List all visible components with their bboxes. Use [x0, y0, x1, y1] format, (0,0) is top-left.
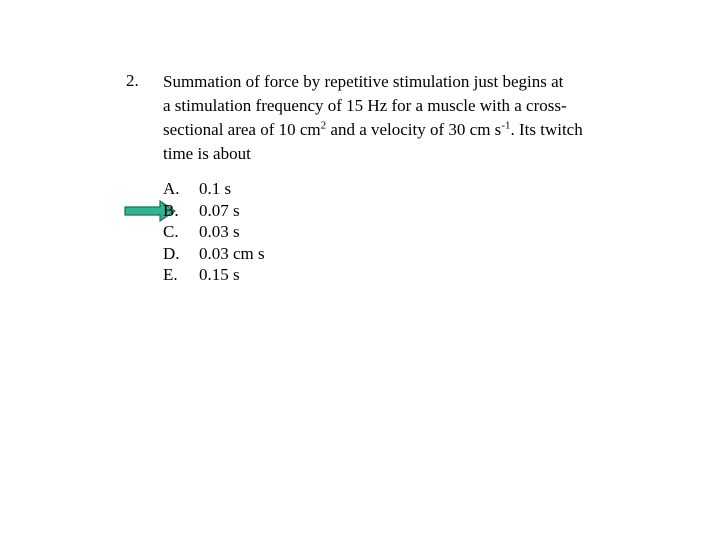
velocity-exponent: -1 — [501, 119, 511, 132]
question-line-3-text-a: sectional area of 10 cm — [163, 120, 321, 139]
option-value: 0.1 s — [199, 179, 232, 198]
option-value: 0.03 cm s — [199, 243, 265, 263]
answer-options — [163, 178, 265, 286]
question-line-1-text: Summation of force by repetitive stimulation just begins at — [163, 72, 564, 91]
option-c[interactable] — [163, 221, 265, 243]
option-letter: B. — [163, 200, 179, 220]
question-line-1 — [163, 70, 633, 94]
option-letter: A. — [163, 179, 180, 198]
question-line-2 — [163, 94, 633, 118]
question-line-3-text-c: . Its twitch — [510, 120, 583, 139]
question-text — [163, 70, 633, 166]
option-value: 0.15 s — [199, 265, 240, 285]
question-line-2-text: a stimulation frequency of 15 Hz for a muscle with a cross- — [163, 96, 567, 115]
option-letter: E. — [163, 265, 178, 285]
option-value: 0.07 s — [199, 200, 240, 220]
question-line-3-text-b: and a velocity of 30 cm s — [326, 120, 502, 139]
area-exponent: 2 — [320, 119, 327, 132]
option-e[interactable] — [163, 264, 265, 286]
option-b[interactable] — [163, 200, 265, 222]
option-letter: C. — [163, 222, 179, 242]
option-value: 0.03 s — [199, 222, 240, 242]
option-d[interactable] — [163, 243, 265, 265]
question-line-4-text: time is about — [163, 144, 251, 163]
question-number: 2. — [126, 71, 139, 90]
question-line-3 — [163, 118, 633, 142]
question-line-4 — [163, 142, 633, 166]
option-a[interactable] — [163, 178, 265, 200]
option-letter: D. — [163, 243, 180, 263]
